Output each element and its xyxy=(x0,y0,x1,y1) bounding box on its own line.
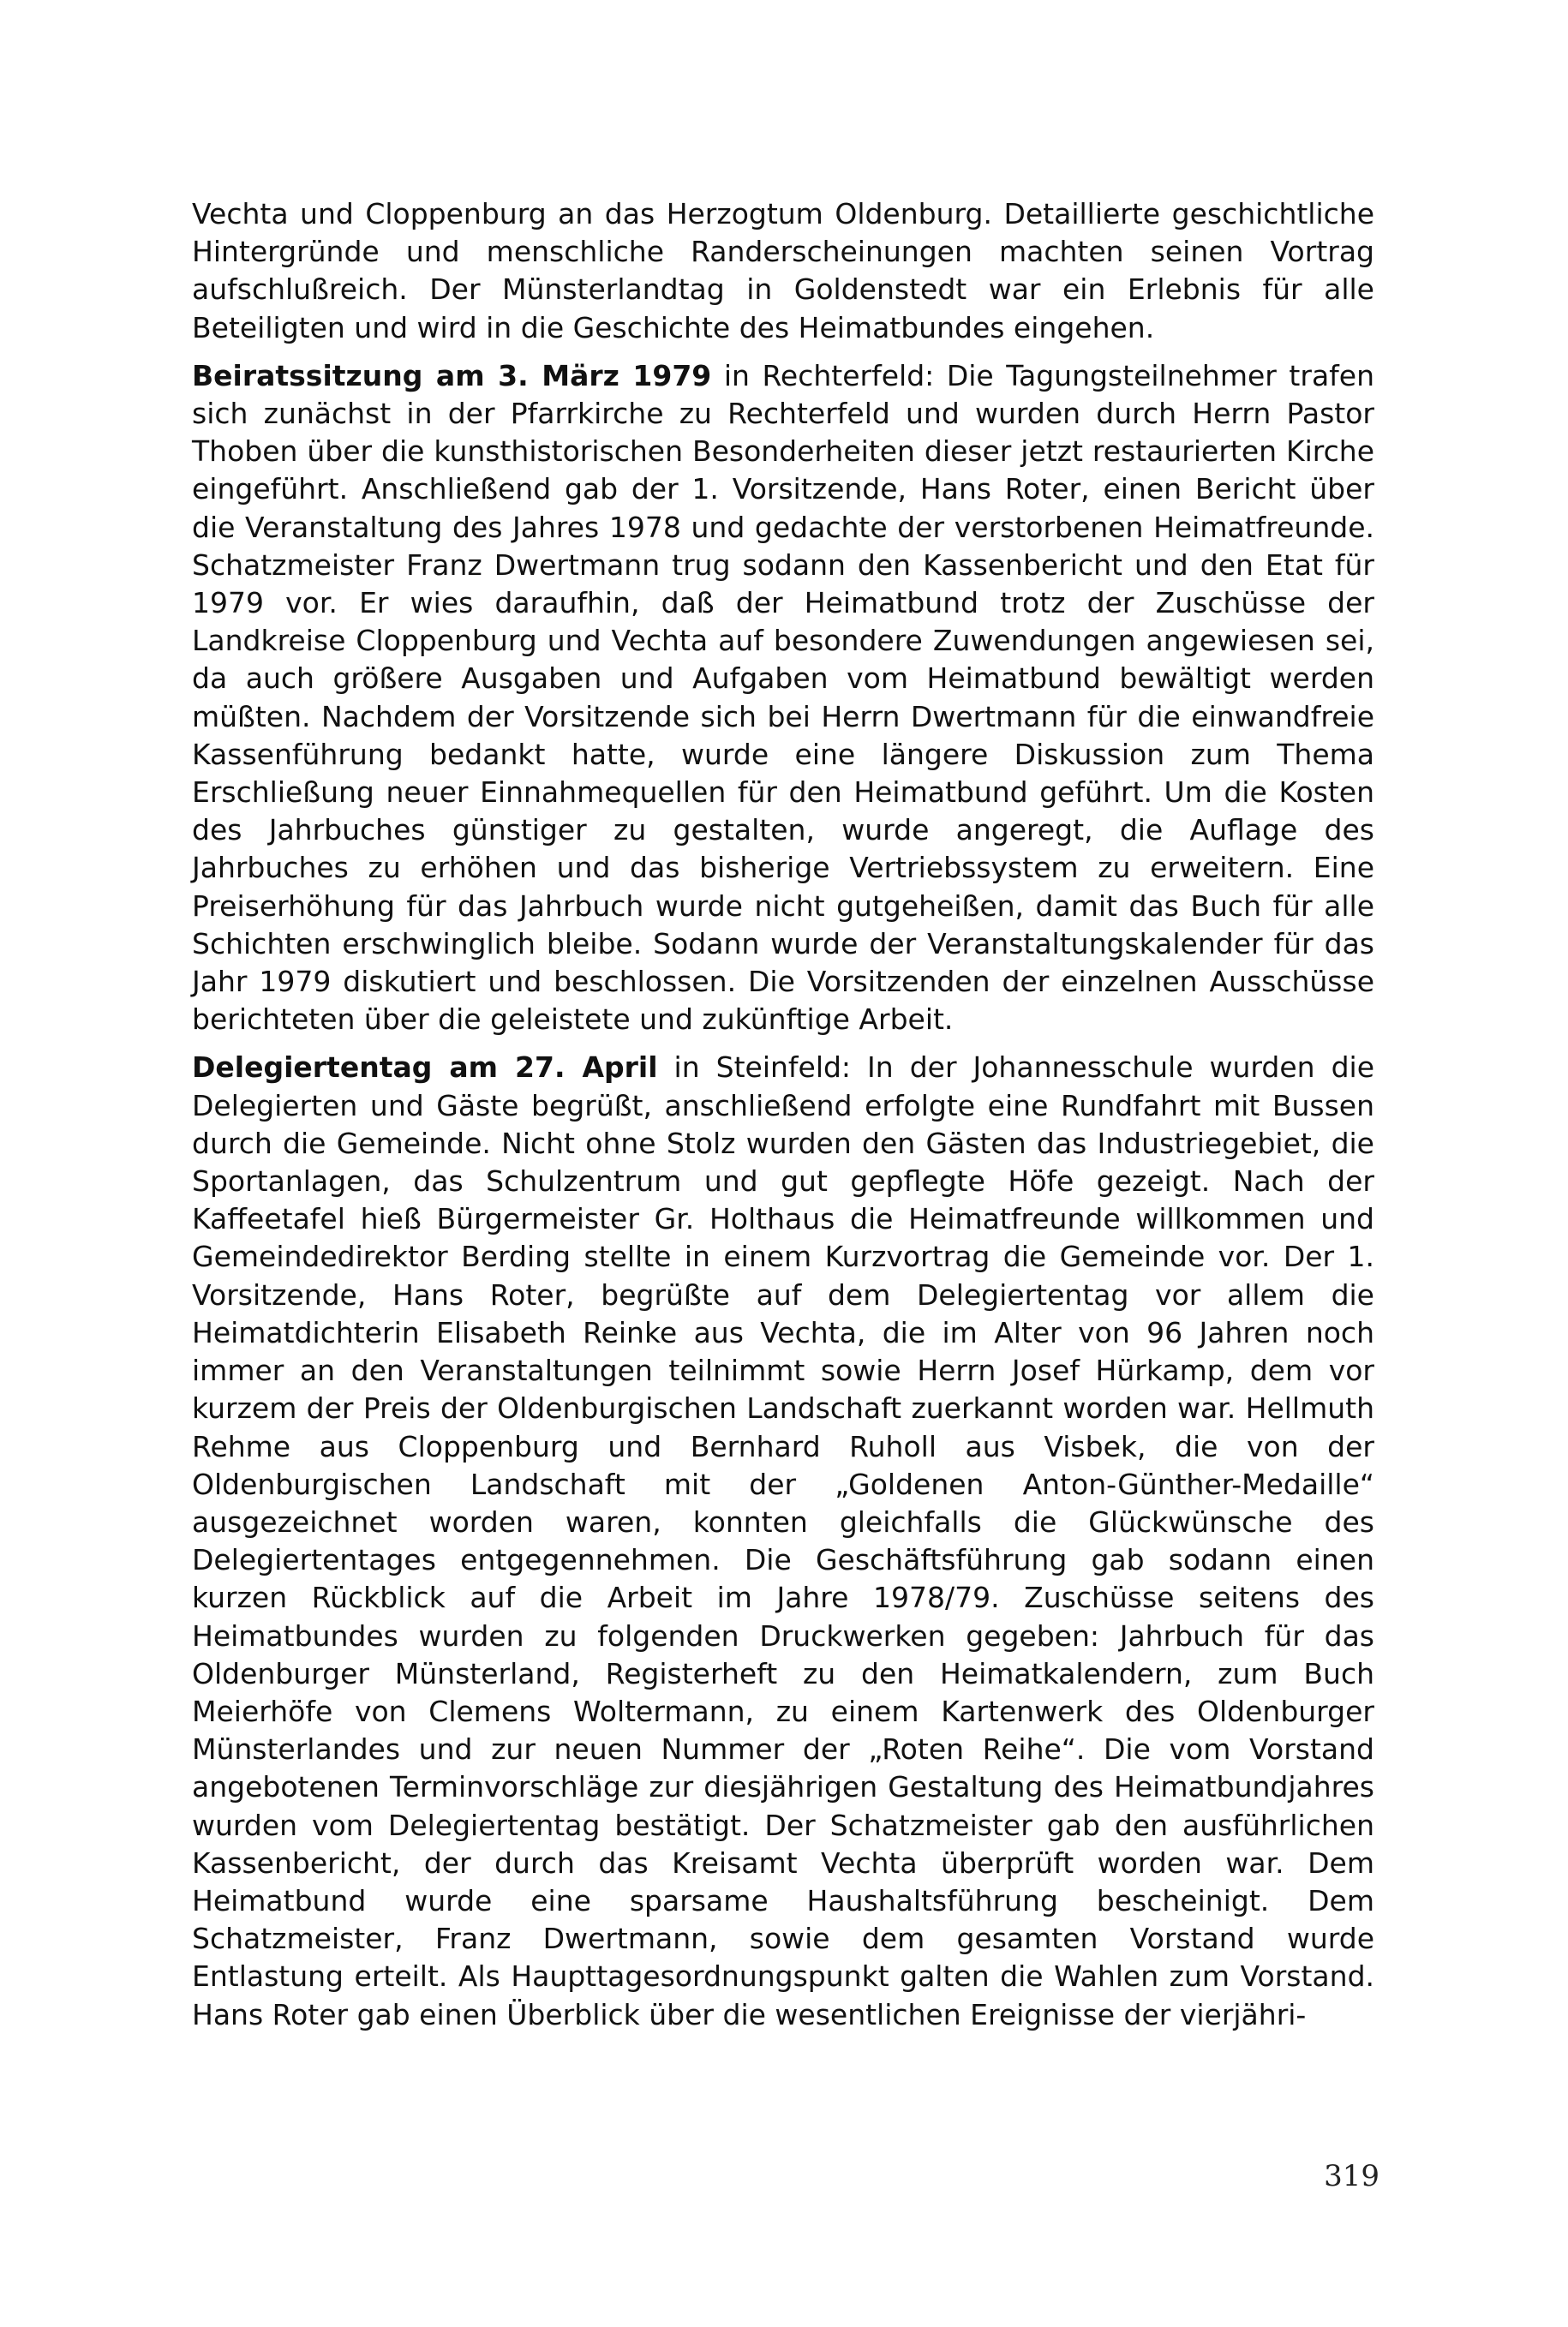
paragraph-beiratssitzung xyxy=(192,357,1374,1039)
paragraph-delegiertentag-text: in Steinfeld: In der Johannesschule wurden die Delegierten und Gäste begrüßt, anschließend erfolgte eine Rundfahrt mit Bussen durch die Gemeinde. Nicht ohne Stolz wurden den Gästen das Industriegebiet, die Sportanlagen, das Schulzentrum und gut gepflegte Höfe gezeigt. Nach der Kaffeetafel hieß Bürgermeister Gr. Holthaus die Heimatfreunde willkommen und Gemeindedirektor Berding stellte in einem Kurzvortrag die Gemeinde vor. Der 1. Vorsitzende, Hans Roter, begrüßte auf dem Delegiertentag vor allem die Heimatdichterin Elisabeth Reinke aus Vechta, die im Alter von 96 Jahren noch immer an den Veranstaltungen teilnimmt sowie Herrn Josef Hürkamp, dem vor kurzem der Preis der Oldenburgischen Landschaft zuerkannt worden war. Hellmuth Rehme aus Cloppenburg und Bernhard Ruholl aus Visbek, die von der Oldenburgischen Landschaft mit der „Goldenen Anton-Günther-Medaille“ ausgezeichnet worden waren, konnten gleichfalls die Glückwünsche des Delegiertentages entgegennehmen. Die Geschäftsführung gab sodann einen kurzen Rückblick auf die Arbeit im Jahre 1978/79. Zuschüsse seitens des Heimatbundes wurden zu folgenden Druckwerken gegeben: Jahrbuch für das Oldenburger Münsterland, Registerheft zu den Heimatkalendern, zum Buch Meierhöfe von Clemens Woltermann, zu einem Kartenwerk des Oldenburger Münsterlandes und zur neuen Nummer der „Roten Reihe“. Die vom Vorstand angebotenen Terminvorschläge zur diesjährigen Gestaltung des Heimatbundjahres wurden vom Delegiertentag bestätigt. Der Schatzmeister gab den ausführlichen Kassenbericht, der durch das Kreisamt Vechta überprüft worden war. Dem Heimatbund wurde eine sparsame Haushaltsführung bescheinigt. Dem Schatzmeister, Franz Dwertmann, sowie dem gesamten Vorstand wurde Entlastung erteilt. Als Haupttagesordnungspunkt galten die Wahlen zum Vorstand. Hans Roter gab einen Überblick über die wesentlichen Ereignisse der vierjähri- xyxy=(192,1050,1375,2031)
paragraph-beiratssitzung-heading: Beiratssitzung am 3. März 1979 xyxy=(192,358,712,392)
paragraph-beiratssitzung-text: in Rechterfeld: Die Tagungsteilnehmer trafen sich zunächst in der Pfarrkirche zu Rechterfeld und wurden durch Herrn Pastor Thoben über die kunsthistorischen Besonderheiten dieser jetzt restaurierten Kirche eingeführt. Anschließend gab der 1. Vorsitzende, Hans Roter, einen Bericht über die Veranstaltung des Jahres 1978 und gedachte der verstorbenen Heimatfreunde. Schatzmeister Franz Dwertmann trug sodann den Kassenbericht und den Etat für 1979 vor. Er wies daraufhin, daß der Heimatbund trotz der Zuschüsse der Landkreise Cloppenburg und Vechta auf besondere Zuwendungen angewiesen sei, da auch größere Ausgaben und Aufgaben vom Heimatbund bewältigt werden müßten. Nachdem der Vorsitzende sich bei Herrn Dwertmann für die einwandfreie Kassenführung bedankt hatte, wurde eine längere Diskussion zum Thema Erschließung neuer Einnahmequellen für den Heimatbund geführt. Um die Kosten des Jahrbuches günstiger zu gestalten, wurde angeregt, die Auflage des Jahrbuches zu erhöhen und das bisherige Vertriebssystem zu erweitern. Eine Preiserhöhung für das Jahrbuch wurde nicht gutgeheißen, damit das Buch für alle Schichten erschwinglich bleibe. Sodann wurde der Veranstaltungskalender für das Jahr 1979 diskutiert und beschlossen. Die Vorsitzenden der einzelnen Ausschüsse berichteten über die geleistete und zukünftige Arbeit. xyxy=(192,358,1374,1037)
paragraph-delegiertentag xyxy=(192,1049,1374,2033)
body-text xyxy=(192,195,1374,2034)
page-number: 319 xyxy=(1324,2159,1379,2193)
paragraph-delegiertentag-heading: Delegiertentag am 27. April xyxy=(192,1050,658,1085)
paragraph-intro-text: Vechta und Cloppenburg an das Herzogtum Oldenburg. Detaillierte geschichtliche Hintergründe und menschliche Randerscheinungen machten seinen Vortrag aufschlußreich. Der Münsterlandtag in Goldenstedt war ein Erlebnis für alle Beteiligten und wird in die Geschichte des Heimatbundes eingehen. xyxy=(192,197,1374,344)
paragraph-intro xyxy=(192,195,1374,347)
